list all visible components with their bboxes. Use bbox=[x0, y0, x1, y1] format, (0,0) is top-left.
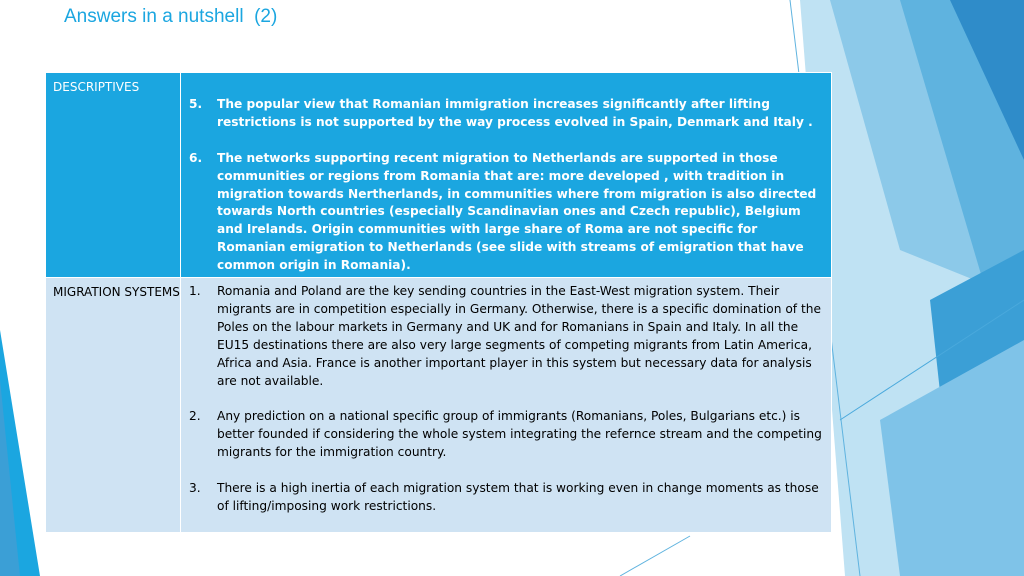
list-text: There is a high inertia of each migration system that is working even in change moments as those of lifting/imposing work restrictions. bbox=[217, 480, 819, 513]
list-item bbox=[189, 480, 825, 516]
list-text: The networks supporting recent migration to Netherlands are supported in those communities or regions from Romania that are: more developed , with tradition in migration towards Nertherlands, in communities where from migration is also directed towards North countries (especially Scandinavian ones and Czech republic), Belgium and Irelands. Origin communities with large share of Roma are not specific for Romanian emigration to Netherlands (see slide with streams of emigration that have common origin in Romania). bbox=[217, 150, 817, 273]
list-item bbox=[189, 283, 825, 390]
list-number: 1. bbox=[189, 284, 201, 299]
list-number: 6. bbox=[189, 150, 203, 165]
table-row-migration-systems bbox=[46, 278, 832, 533]
answers-table bbox=[45, 72, 832, 533]
row-label-migration-systems: MIGRATION SYSTEMS bbox=[46, 278, 181, 533]
list-item bbox=[189, 408, 825, 462]
list-text: Any prediction on a national specific group of immigrants (Romanians, Poles, Bulgarians etc.) is better founded if considering the whole system integrating the refernce stream and the competing migrants for the immigration country. bbox=[217, 409, 822, 460]
list-number: 3. bbox=[189, 480, 201, 495]
list-item bbox=[189, 96, 825, 132]
table-row-descriptives bbox=[46, 73, 832, 278]
list-number: 2. bbox=[189, 409, 201, 424]
slide-title: Answers in a nutshell (2) bbox=[64, 6, 278, 27]
list-text: The popular view that Romanian immigration increases significantly after lifting restrictions is not supported by the way process evolved in Spain, Denmark and Italy . bbox=[217, 97, 813, 129]
row-label-descriptives: DESCRIPTIVES bbox=[46, 73, 181, 278]
list-number: 5. bbox=[189, 97, 203, 111]
numbered-list bbox=[189, 96, 825, 275]
row-content-migration-systems bbox=[181, 278, 832, 533]
list-item bbox=[189, 150, 825, 275]
row-content-descriptives bbox=[181, 73, 832, 278]
list-text: Romania and Poland are the key sending countries in the East-West migration system. Their migrants are in competition especially in Germany. Otherwise, there is a specific domination of the Poles on the labour markets in Germany and UK and for Romanians in Spain and Italy. In all the EU15 destinations there are also very large segments of competing migrants from Latin America, Africa and Asia. France is another important player in this system but necessary data for analysis are not available. bbox=[217, 284, 821, 388]
numbered-list bbox=[189, 283, 825, 516]
